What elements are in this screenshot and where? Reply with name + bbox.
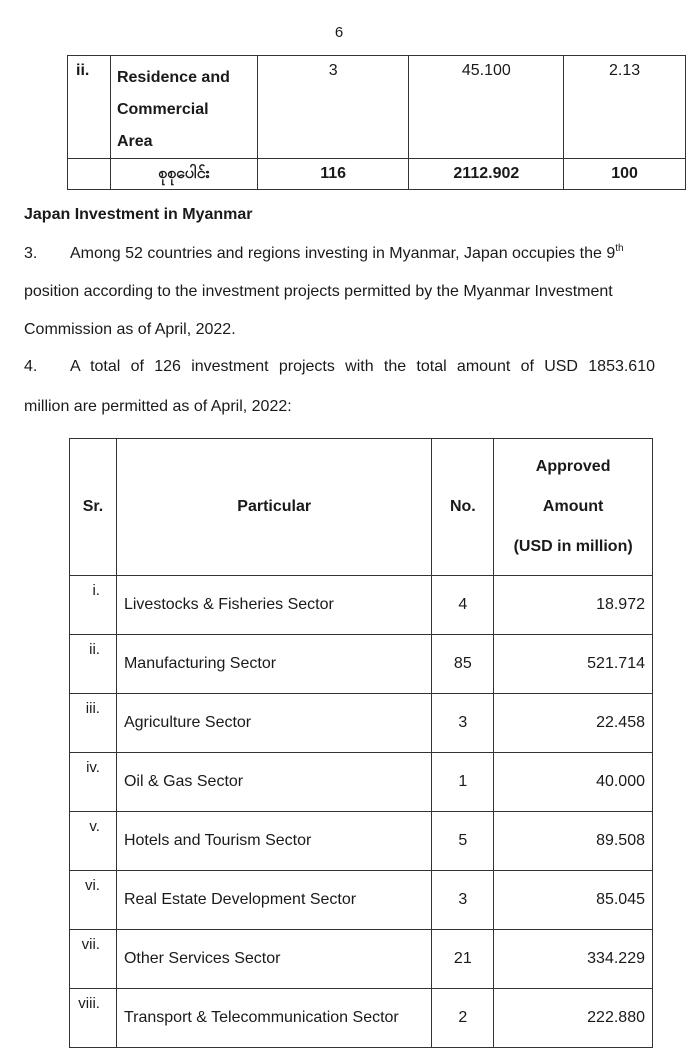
total-label: စုစုပေါင်း [110, 159, 257, 190]
header-sr: Sr. [70, 439, 117, 576]
cell-amount: 40.000 [494, 753, 653, 812]
row-label [110, 56, 257, 159]
row-label-line: Commercial [116, 101, 209, 118]
paragraph-3 [24, 244, 655, 340]
cell-sr: v. [70, 812, 117, 871]
header-amount-line: (USD in million) [513, 538, 633, 555]
paragraph-line [24, 244, 655, 264]
table-row [70, 694, 653, 753]
table-header-row [70, 439, 653, 576]
table-row [70, 930, 653, 989]
sector-summary-table [67, 55, 686, 190]
cell-no: 4 [432, 576, 494, 635]
row-number: ii. [68, 56, 111, 159]
row-percent: 2.13 [564, 56, 686, 159]
cell-particular: Hotels and Tourism Sector [116, 812, 431, 871]
cell-sr: viii. [70, 989, 117, 1048]
table-row [70, 989, 653, 1048]
paragraph-text: Among 52 countries and regions investing in Myanmar, Japan occupies the 9 [70, 245, 616, 262]
cell-amount: 222.880 [494, 989, 653, 1048]
cell-no: 5 [432, 812, 494, 871]
cell-amount: 18.972 [494, 576, 653, 635]
table-row [70, 871, 653, 930]
cell-no: 1 [432, 753, 494, 812]
row-label-line: Area [116, 133, 153, 150]
japan-investment-table [69, 438, 653, 1048]
header-amount [494, 439, 653, 576]
header-particular: Particular [116, 439, 431, 576]
paragraph-line: million are permitted as of April, 2022: [24, 398, 292, 415]
table-row [70, 576, 653, 635]
total-empty-cell [68, 159, 111, 190]
paragraph-text: A total of 126 investment projects with the total amount of USD 1853.610 [70, 358, 655, 375]
paragraph-line: position according to the investment projects permitted by the Myanmar Investment [24, 283, 613, 300]
header-no: No. [432, 439, 494, 576]
cell-no: 21 [432, 930, 494, 989]
cell-particular: Livestocks & Fisheries Sector [116, 576, 431, 635]
page-number: 6 [334, 24, 344, 41]
cell-sr: vii. [70, 930, 117, 989]
header-amount-line: Amount [542, 498, 604, 515]
cell-particular: Manufacturing Sector [116, 635, 431, 694]
cell-amount: 334.229 [494, 930, 653, 989]
header-amount-line: Approved [535, 458, 611, 475]
cell-no: 2 [432, 989, 494, 1048]
cell-no: 3 [432, 694, 494, 753]
cell-sr: iv. [70, 753, 117, 812]
row-label-line: Residence and [116, 69, 230, 86]
cell-particular: Oil & Gas Sector [116, 753, 431, 812]
cell-no: 3 [432, 871, 494, 930]
paragraph-line: Commission as of April, 2022. [24, 321, 236, 338]
paragraph-number: 3. [24, 245, 38, 262]
cell-sr: ii. [70, 635, 117, 694]
cell-no: 85 [432, 635, 494, 694]
cell-amount: 521.714 [494, 635, 653, 694]
cell-amount: 85.045 [494, 871, 653, 930]
total-percent: 100 [564, 159, 686, 190]
cell-particular: Other Services Sector [116, 930, 431, 989]
total-projects: 116 [257, 159, 409, 190]
paragraph-number: 4. [24, 358, 38, 375]
total-row [68, 159, 686, 190]
table-row [70, 812, 653, 871]
cell-particular: Transport & Telecommunication Sector [116, 989, 431, 1048]
row-amount: 45.100 [409, 56, 564, 159]
cell-sr: vi. [70, 871, 117, 930]
total-amount: 2112.902 [409, 159, 564, 190]
cell-amount: 22.458 [494, 694, 653, 753]
section-heading: Japan Investment in Myanmar [24, 206, 253, 223]
paragraph-line [24, 357, 655, 377]
table-row [70, 753, 653, 812]
cell-particular: Real Estate Development Sector [116, 871, 431, 930]
table-row [68, 56, 686, 159]
row-projects: 3 [257, 56, 409, 159]
ordinal-suffix: th [615, 243, 624, 254]
cell-particular: Agriculture Sector [116, 694, 431, 753]
table-row [70, 635, 653, 694]
cell-sr: i. [70, 576, 117, 635]
cell-amount: 89.508 [494, 812, 653, 871]
paragraph-4 [24, 357, 655, 417]
cell-sr: iii. [70, 694, 117, 753]
